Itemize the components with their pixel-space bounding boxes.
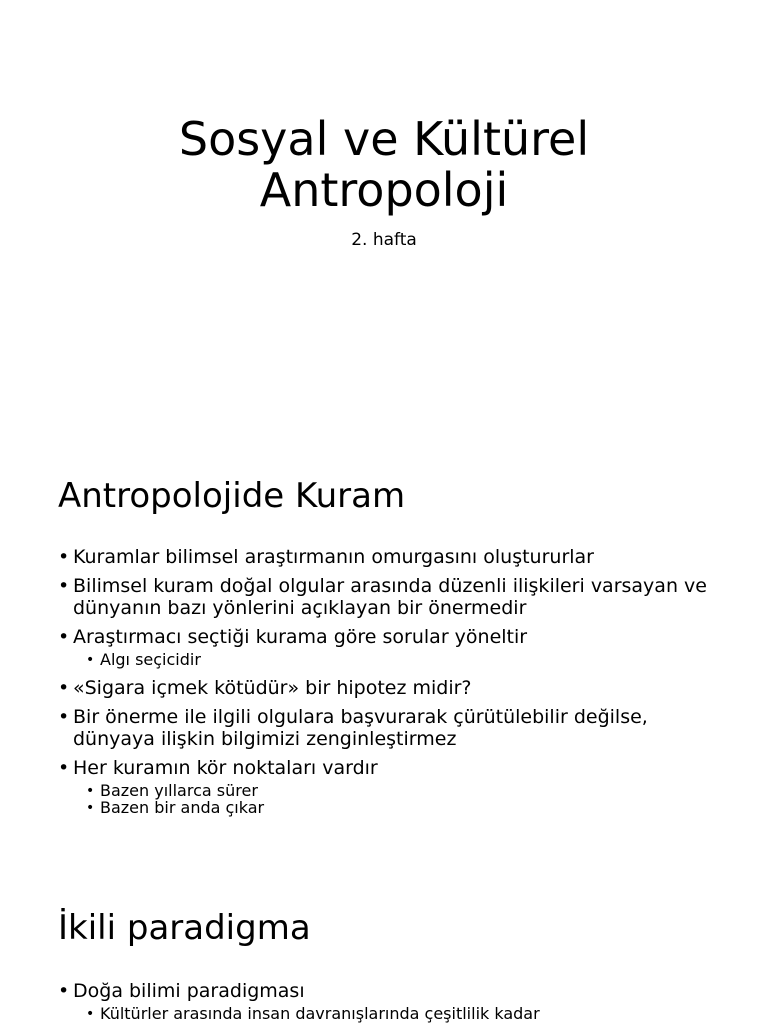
slide-antropolojide-kuram [0, 432, 768, 864]
slide-ikili-paradigma [0, 864, 768, 1024]
bullet-item: • Bilimsel kuram doğal olgular arasında düzenli ilişkileri varsayan ve dünyanın bazı yönlerini açıklayan bir önermedir [58, 575, 708, 619]
subtitle: 2. hafta [351, 230, 417, 250]
main-title-line-1: Sosyal ve Kültürel [178, 112, 590, 166]
bullet-item: • «Sigara içmek kötüdür» bir hipotez midir? [58, 677, 708, 699]
slide-heading: İkili paradigma [58, 908, 311, 948]
bullet-item: • Her kuramın kör noktaları vardır [58, 757, 708, 779]
bullet-list [58, 980, 708, 1024]
sub-bullet-item: • Algı seçicidir [86, 650, 708, 670]
sub-bullet-item: • Bazen yıllarca sürer [86, 781, 708, 801]
main-title [0, 114, 768, 216]
slide-heading: Antropolojide Kuram [58, 476, 406, 516]
bullet-item: • Doğa bilimi paradigması [58, 980, 708, 1002]
bullet-item: • Kuramlar bilimsel araştırmanın omurgasını oluştururlar [58, 546, 708, 568]
bullet-item: • Bir önerme ile ilgili olgulara başvurarak çürütülebilir değilse, dünyaya ilişkin bilgimizi zenginleştirmez [58, 706, 708, 750]
title-slide [0, 0, 768, 432]
bullet-item: • Araştırmacı seçtiği kurama göre sorular yöneltir [58, 626, 708, 648]
sub-bullet-item: • Kültürler arasında insan davranışlarında çeşitlilik kadar [86, 1004, 708, 1024]
main-title-line-2: Antropoloji [259, 163, 509, 217]
bullet-list [58, 546, 708, 820]
sub-bullet-item: • Bazen bir anda çıkar [86, 798, 708, 818]
